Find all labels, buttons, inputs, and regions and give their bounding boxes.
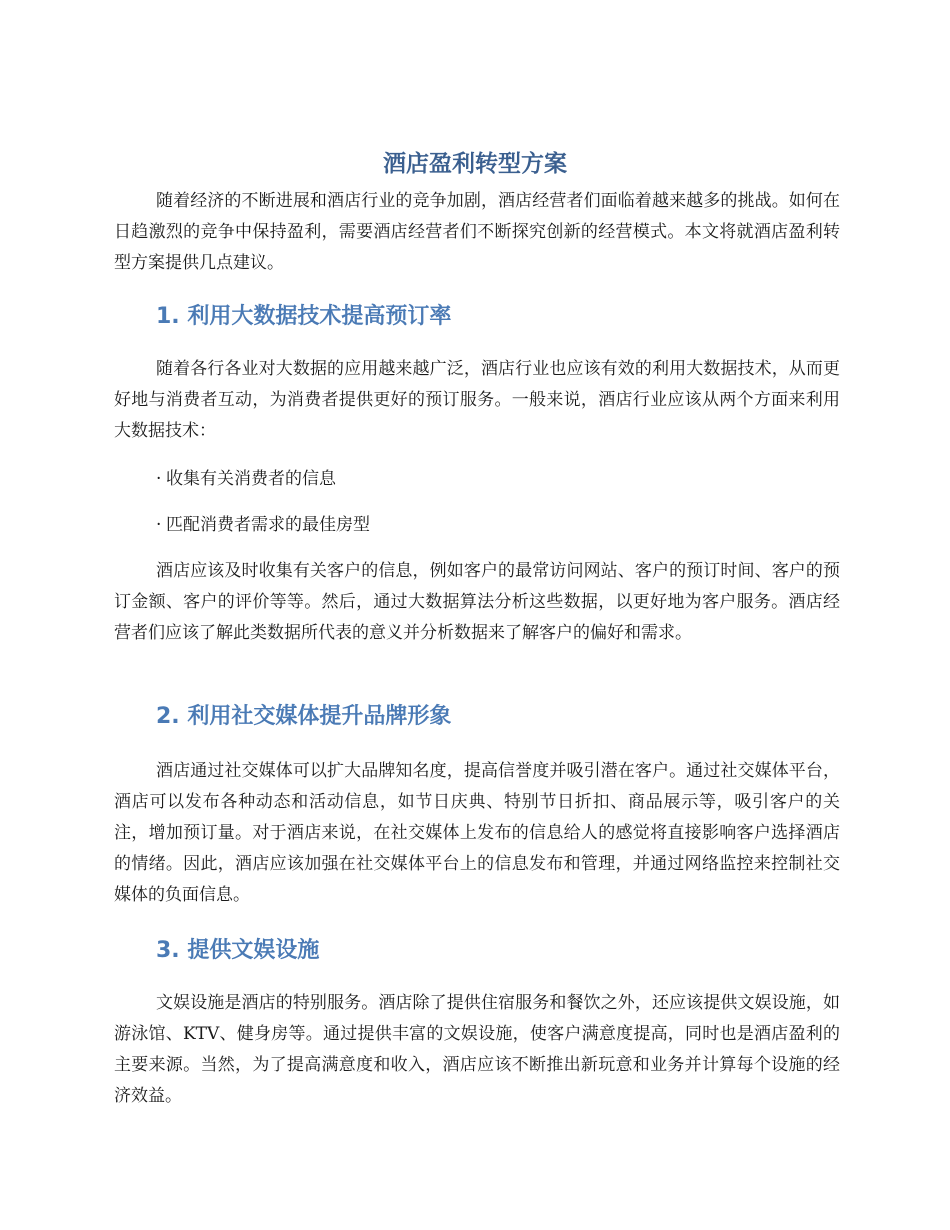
bullet-dot-icon: · <box>156 469 162 489</box>
bullet-item-1 <box>156 464 336 495</box>
section-1-paragraph-2: 酒店应该及时收集有关客户的信息，例如客户的最常访问网站、客户的预订时间、客户的预订金额、客户的评价等等。然后，通过大数据算法分析这些数据，以更好地为客户服务。酒店经营者们应该了解此类数据所代表的意义并分析数据来了解客户的偏好和需求。 <box>114 561 840 643</box>
intro-paragraph: 随着经济的不断进展和酒店行业的竞争加剧，酒店经营者们面临着越来越多的挑战。如何在日趋激烈的竞争中保持盈利，需要酒店经营者们不断探究创新的经营模式。本文将就酒店盈利转型方案提供几点建议。 <box>114 191 840 273</box>
section-heading-3: 3. 提供文娱设施 <box>156 938 320 963</box>
bullet-text: 收集有关消费者的信息 <box>166 469 336 489</box>
section-3-paragraph-1: 文娱设施是酒店的特别服务。酒店除了提供住宿服务和餐饮之外，还应该提供文娱设施，如游泳馆、KTV、健身房等。通过提供丰富的文娱设施，使客户满意度提高，同时也是酒店盈利的主要来源。当然，为了提高满意度和收入，酒店应该不断推出新玩意和业务并计算每个设施的经济效益。 <box>114 993 840 1106</box>
bullet-text: 匹配消费者需求的最佳房型 <box>166 515 370 535</box>
section-heading-2: 2. 利用社交媒体提升品牌形象 <box>156 704 452 729</box>
section-1-paragraph-1: 随着各行各业对大数据的应用越来越广泛，酒店行业也应该有效的利用大数据技术，从而更好地与消费者互动，为消费者提供更好的预订服务。一般来说，酒店行业应该从两个方面来利用大数据技术： <box>114 359 840 441</box>
page-title: 酒店盈利转型方案 <box>383 151 567 177</box>
bullet-dot-icon: · <box>156 515 162 535</box>
section-2-paragraph-1: 酒店通过社交媒体可以扩大品牌知名度，提高信誉度并吸引潜在客户。通过社交媒体平台，酒店可以发布各种动态和活动信息，如节日庆典、特别节日折扣、商品展示等，吸引客户的关注，增加预订量。对于酒店来说，在社交媒体上发布的信息给人的感觉将直接影响客户选择酒店的情绪。因此，酒店应该加强在社交媒体平台上的信息发布和管理，并通过网络监控来控制社交媒体的负面信息。 <box>114 761 840 905</box>
section-heading-1: 1. 利用大数据技术提高预订率 <box>156 304 452 329</box>
bullet-item-2 <box>156 510 370 541</box>
